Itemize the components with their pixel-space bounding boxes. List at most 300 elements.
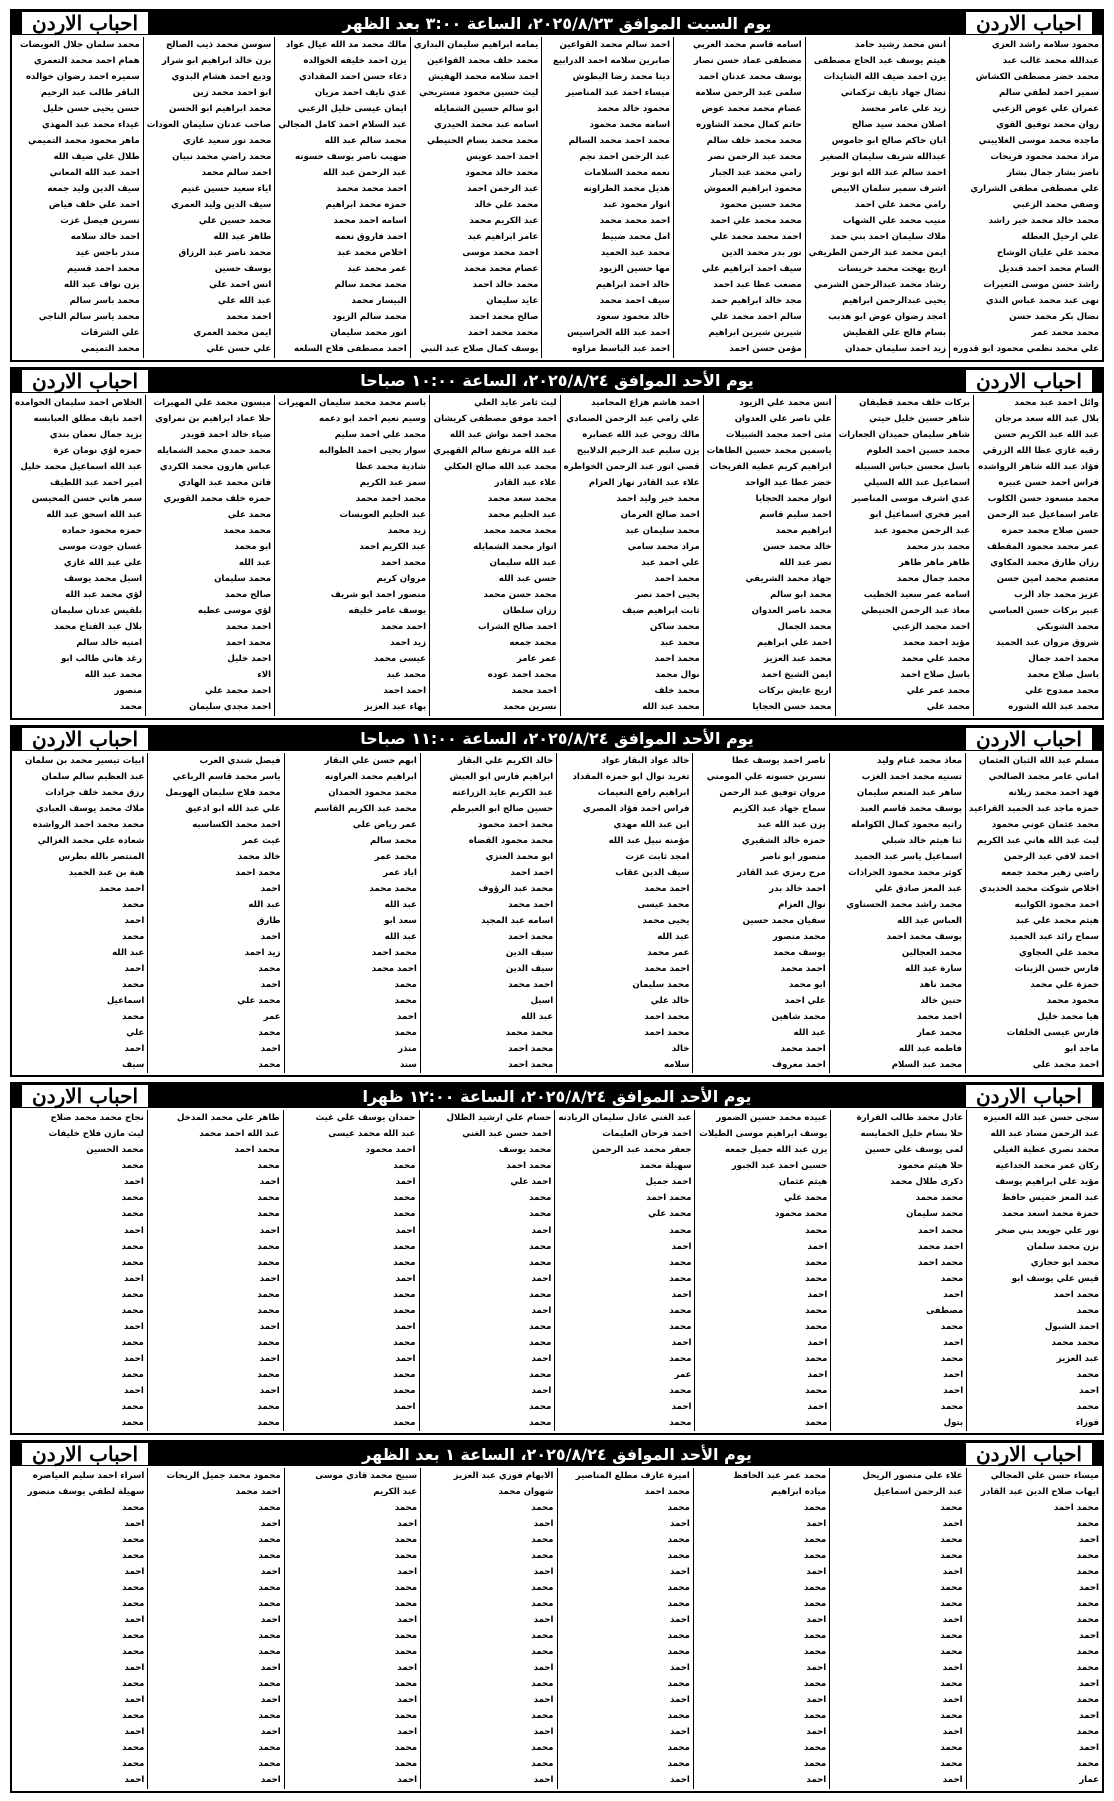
candidate-name: علي [126,1027,145,1038]
candidate-name: احمد [397,1519,418,1530]
candidate-name: انوار محمد الشمايله [473,541,557,552]
candidate-name: غيث عمر [242,835,281,846]
candidate-name: احمد خالد بدر [769,883,826,894]
candidate-name: محمد محمد عمر [1031,328,1099,339]
candidate-name: محمد [940,1759,963,1770]
candidate-name: شروق مروان عبد الحميد [995,638,1099,649]
candidate-name: محمد [122,1599,145,1610]
candidate-name: امير احمد عبد اللطيف [50,477,143,488]
candidate-name: امير فخري اسماعيل ابو [869,509,970,520]
candidate-name: محمد خالد احمد [472,280,539,291]
candidate-name: علاء عبد القادر [494,477,557,488]
candidate-name: فاطمه عبد الله [898,1043,963,1054]
candidate-name: بهاء عبد العزيز [364,702,427,713]
candidate-name: محمد [805,1385,828,1396]
candidate-name: احمد [260,1567,281,1578]
candidate-name: عبد الرحمن عبد الله [322,168,407,179]
candidate-name: محمد [258,1503,281,1514]
candidate-name: محمد [394,995,417,1006]
candidate-name: محمد [1076,1759,1099,1770]
candidate-name: محمد [393,1241,416,1252]
candidate-name: محمد ناصر العدوان [751,606,832,616]
candidate-name: سلمى عبد الرحمن سلامه [695,88,802,99]
candidate-name: محمد نور سعيد غازي [182,136,272,147]
candidate-name: عبيده محمد حسين الضمور [716,1113,828,1124]
candidate-name: احمد [395,1353,416,1364]
candidate-name: رزان سلطان [502,606,557,616]
candidate-name: محمد [121,1257,144,1268]
candidate-name: محمد مسعود حسن الكلوب [987,493,1099,504]
candidate-name: لمى يوسف علي حسين [864,1145,964,1156]
candidate-name: عبد الله علي [218,296,272,307]
candidate-name: محمد علي محمد [901,654,970,665]
candidate-name: اميرة عارف مطلع المناصير [575,1471,690,1482]
name-column [694,1110,830,1431]
candidate-name: روان محمد توفيق القوي [996,120,1099,131]
candidate-name: محمد علي [227,509,272,520]
candidate-name: مصطفى عماد حسن نصار [693,56,802,67]
candidate-name: محمد [529,1417,552,1428]
candidate-name: محمود محمد جميل الريحات [166,1471,281,1482]
candidate-name: اماني عامر محمد الصالحي [988,771,1099,782]
candidate-name: محمد حسن محمد [483,589,557,600]
candidate-name: اسامه احمد محمد [333,216,407,227]
candidate-name: سمر هاني حسن المحيسن [31,493,143,504]
candidate-name: محمد خالد محمد خير راشد [988,216,1099,227]
candidate-name: عبد الله [657,931,690,942]
candidate-name: ابو محمد [234,541,272,552]
candidate-name: شاهر حسين خليل حيتي [869,413,970,424]
candidate-name: محمد [805,1225,828,1236]
candidate-name: يزن احمد ضيف الله الشايدات [823,72,947,83]
candidate-name: احمد محمد محمد علي [710,232,802,243]
candidate-name: زيد احمد سليمان حمدان [845,344,947,355]
candidate-name: علي محمد نظمي محمود ابو قدوره [953,344,1099,355]
candidate-name: ليث عبد الله هاني عبد الكريم [977,835,1099,846]
name-column [703,395,835,716]
candidate-name: احمد [807,1241,828,1252]
candidate-name: علي مصطفى مطفى الشراري [970,184,1099,195]
candidate-name: محمد علي [648,1209,692,1220]
candidate-name: محمد [667,1647,690,1658]
candidate-name: ثابت ابراهيم ضيف [622,606,700,616]
candidate-name: محمد [122,1647,145,1658]
candidate-name: اياد عمر [383,867,417,878]
candidate-name: محمد [122,899,145,910]
candidate-name: حلا عماد ابراهيم بن نمراوي [155,413,272,424]
candidate-name: محمد [804,1743,827,1754]
name-column [560,395,703,716]
candidate-name: احمد حسن عبد الغني [462,1129,552,1140]
candidate-name: محمد [529,1321,552,1332]
candidate-name: عامر اسماعيل عبد الرحمن [987,509,1099,520]
candidate-name: محمد [1076,1695,1099,1706]
candidate-name: عبد الله سليمان [489,557,557,568]
candidate-name: ساهر عبد المنعم سليمان [856,787,963,798]
candidate-name: محمد [1076,1567,1099,1578]
candidate-name: احمد [395,1401,416,1412]
candidate-name: صاحب عدنان سليمان العودات [146,120,272,131]
candidate-name: علي حسن علي [206,344,272,355]
candidate-name: محمد علي [237,995,281,1006]
candidate-name: محمد احمد نواش عبد الله [449,429,557,440]
candidate-name: البيسار محمد [351,296,407,307]
candidate-name: عبد الله عبد الكريم حسن [994,429,1099,440]
candidate-name: احمد محمد [508,899,554,910]
candidate-name: احمد سالم محمد [201,168,272,179]
session-block [10,9,1104,362]
candidate-name: ليث مازن فلاح خليفات [48,1129,144,1140]
candidate-name: محمد سالم عبد الله [324,136,407,147]
candidate-name: احمد [1079,1535,1099,1546]
candidate-name: احمد [1079,1631,1099,1642]
name-column [420,753,556,1074]
candidate-name: عمر محمد [647,947,690,958]
candidate-name: سيف الدين وليد جمعه [47,184,140,195]
candidate-name: احمد [670,1695,690,1706]
candidate-name: احمد محمد الكساسبه [192,819,281,830]
candidate-name: امجد رضوان عوض ابو هدبب [828,312,947,323]
candidate-name: الباقر طالب عبد الرحيم [40,88,140,99]
candidate-name: محمد [667,1743,690,1754]
candidate-name: محمد عبد الله [642,702,700,713]
candidate-name: هبة بن عبد الحميد [68,867,145,878]
candidate-name: انوار محمد الحجايا [755,493,832,504]
candidate-name: احمد [260,1695,281,1706]
candidate-name: محمد [122,1743,145,1754]
candidate-name: عبد الله [112,947,145,958]
candidate-name: همام احمد محمد التعمري [33,56,140,67]
candidate-name: محمد [529,1241,552,1252]
candidate-name: عبد الله اسحق عبد الله [46,509,143,520]
candidate-name: محمد [393,1257,416,1268]
candidate-name: سند [399,1059,417,1070]
candidate-name: ذكرى طلال محمد [890,1177,964,1188]
candidate-name: محمد [122,1551,145,1562]
candidate-name: محمد [393,1385,416,1396]
candidate-name: نسرين حسونه علي المومني [706,771,826,782]
candidate-name: امنيه خالد سالم [76,638,143,649]
candidate-name: احمد [260,1727,281,1738]
candidate-name: سيف الدين [505,947,554,958]
candidate-name: شهوان محمد [498,1487,554,1498]
candidate-name: سفيان محمد حسين [742,915,826,926]
brand-label: احباب الاردن [966,1085,1092,1107]
candidate-name: احمد [124,915,145,926]
candidate-name: محمد عيسى [637,899,690,910]
candidate-name: عمر [674,1369,692,1380]
session-header [12,11,1102,35]
candidate-name: ياسمين محمد حسين الطاهات [706,445,832,456]
candidate-name: اسامه عبد محمد الحيدري [433,120,539,131]
candidate-name: محمد [940,1743,963,1754]
candidate-name: محمد محمد احمد الرواشده [32,819,145,830]
candidate-name: محمد [531,1599,554,1610]
candidate-name: محمد [669,1353,692,1364]
candidate-name: احمد محمد [380,622,427,633]
candidate-name: منصور ابو ناصر [760,851,826,862]
candidate-name: محمد [804,1503,827,1514]
candidate-name: محمد عبد الله [84,670,143,681]
candidate-name: احمد محمد [371,963,417,974]
candidate-name: حنين خالد [920,995,963,1006]
candidate-name: محمد [667,1583,690,1594]
candidate-name: فراس احمد حسن عبيره [998,477,1099,488]
candidate-name: عبد المعز خميس حافظ [1001,1193,1099,1204]
brand-label: احباب الاردن [22,12,148,34]
candidate-name: محمد احمد قسيم [66,264,140,275]
candidate-name: محمد سليمان [632,979,690,990]
candidate-name: احمد [942,1775,963,1786]
candidate-name: محمد [804,1599,827,1610]
candidate-name: محمد [805,1321,828,1332]
candidate-name: احمد محمد [644,963,690,974]
candidate-name: محمد [531,1551,554,1562]
candidate-name: محمد [667,1599,690,1610]
candidate-name: احمد [397,1567,418,1578]
candidate-name: محمد [394,1631,418,1642]
candidate-name: نور بدر محمد الدين [721,248,802,259]
candidate-name: محمد [121,1161,144,1172]
candidate-name: احمد [670,1567,690,1578]
candidate-name: محمد [804,1759,827,1770]
candidate-name: محمد [531,1503,554,1514]
candidate-name: احمد [671,1337,692,1348]
candidate-name: احمد [397,1615,418,1626]
session-block [10,1440,1104,1793]
name-column [835,395,973,716]
candidate-name: ملاك سليمان احمد بني حمد [830,232,947,243]
candidate-name: فوزاء [1075,1417,1099,1428]
candidate-name: محمد [121,1289,144,1300]
candidate-name: يزيد جمال نعمان بندي [49,429,143,440]
candidate-name: يحيى عبدالرحمن ابراهيم [842,296,947,307]
name-column [554,1110,694,1431]
candidate-name: محمد احمد [380,557,427,568]
candidate-name: احمد [124,1775,145,1786]
candidate-name: احمد [670,1663,690,1674]
candidate-name: احمد محمد علي [1032,1059,1099,1070]
candidate-name: محمد [940,1321,964,1332]
candidate-name: كوثر محمد محمود الجرادات [848,867,963,878]
candidate-name: محمد عبد الله الشوره [1008,702,1099,713]
candidate-name: منيب محمد علي الشهاب [842,216,947,227]
candidate-name: ميساء احمد عبد المناصير [565,88,671,99]
candidate-name: احمد [942,1519,963,1530]
candidate-name: فؤاد عبد الله شاهر الرواشده [978,461,1099,472]
candidate-name: احمد علي خلف فياض [48,200,140,211]
candidate-name: بتول [943,1417,964,1428]
candidate-name: محمد [804,1679,827,1690]
candidate-name: محمد ناصر عبد الرزاق [178,248,272,259]
candidate-name: الابهام فوزي عبد العزيز [453,1471,554,1482]
candidate-name: محمد خالد محمود [465,168,539,179]
candidate-name: محمد [393,1289,416,1300]
candidate-name: سيف احمد محمد [599,296,671,307]
candidate-name: زيد علي عامر محسد [860,104,947,115]
candidate-name: رامي محمد علي احمد [855,200,947,211]
candidate-name: سماح جهاد عبد الكريم [732,803,826,814]
candidate-name: احمد [395,1273,416,1284]
candidate-name: احمد [259,1177,280,1188]
candidate-name: محمد ابراهيم ابو الحسن [169,104,272,115]
candidate-name: باسل محسن حباس السبيله [855,461,970,472]
candidate-name: محمد [529,1257,552,1268]
candidate-name: محمد احمد جمال [1028,654,1099,665]
candidate-name: محمد خلف محمد القواعين [427,56,539,67]
candidate-name: سلامه [663,1059,690,1070]
candidate-name: اسماعيل ياسر عبد الحميد [854,851,963,862]
name-column [420,1468,556,1789]
candidate-name: محمد عبد الرؤوف [478,883,554,894]
candidate-name: ليث حسين محمود مستريحي [419,88,539,99]
candidate-name: محمد [669,1417,692,1428]
candidate-name: شادية محمد عطا [355,461,427,472]
candidate-name: محمد [940,1583,963,1594]
candidate-name: خالد الكريم علي البقار [457,755,554,766]
candidate-name: محمد [1076,1305,1099,1316]
candidate-name: محمد [940,1401,964,1412]
candidate-name: جهاد محمد الشريفي [745,573,832,584]
candidate-name: احمد علي [510,1177,552,1188]
candidate-name: رزان طارق محمد المكاوي [990,557,1099,568]
candidate-name: محمود خالد محمد [597,104,671,115]
candidate-name: عبد الرحمن احمد نجم [579,152,671,163]
candidate-name: احمد [259,1385,280,1396]
candidate-name: محمد ابو سالم [770,589,832,600]
candidate-name: احمد [533,1567,554,1578]
candidate-name: العباس عبد الله [897,915,963,926]
candidate-name: محمد سليمان [214,573,272,584]
candidate-name: محمد خلف [654,686,700,697]
candidate-name: حمزه محمود حماده [62,525,143,536]
candidate-name: محمد [940,1551,963,1562]
candidate-name: محمد احمد [654,654,700,665]
candidate-name: محمد عبد الله صالح العكلي [444,461,557,472]
candidate-name: احمد [942,1567,963,1578]
candidate-name: عمار [1079,1775,1099,1786]
candidate-name: عبدالله شريف سليمان الصغير [820,152,947,163]
candidate-name: عبد الله اسماعيل محمد خليل [20,461,143,472]
candidate-name: احمد [531,1385,552,1396]
candidate-name: سارة عبد الله [905,963,963,974]
candidate-name: مروان كريم [376,573,427,584]
candidate-name: محمد [121,1209,144,1220]
candidate-name: ليث ثامر عايد العلي [474,397,557,408]
candidate-name: قصي انور عبد الرحمن الخواطره [563,461,700,472]
candidate-name: احمد [124,1043,145,1054]
candidate-name: احمد عبد الله الحراسيس [567,328,671,339]
candidate-name: بزن محمد سلمان [1026,1241,1099,1252]
candidate-name: محمد [122,1011,145,1022]
candidate-name: سهيلة محمد [639,1161,692,1172]
candidate-name: محمد [258,1631,281,1642]
candidate-name: هيثم يوسف عبد الحاج مصطفى [813,56,947,67]
candidate-name: احمد [806,1727,827,1738]
candidate-name: ماجده محمد موسى الغلاييني [978,136,1099,147]
candidate-name: محمد [121,1305,144,1316]
candidate-name: عدي اشرف موسى المناصير [851,493,970,504]
candidate-name: عمران علي عوض الزعبي [992,104,1099,115]
candidate-name: احمد [260,1663,281,1674]
candidate-name: احمد [943,1369,964,1380]
candidate-name: احمد [942,1727,963,1738]
candidate-name: محمد محمد [369,883,417,894]
candidate-name: محمد [122,1679,145,1690]
candidate-name: راضي زهير محمد جمعه [1001,867,1099,878]
candidate-name: محمد [804,1551,827,1562]
candidate-name: محمد راشد محمد الحسناوي [846,899,963,910]
candidate-name: محمد [805,1353,828,1364]
candidate-name: احمد [123,1273,144,1284]
candidate-name: محمد [393,1209,416,1220]
candidate-name: محمد [529,1289,552,1300]
candidate-name: احمد محمد [644,883,690,894]
candidate-name: اسراء احمد سليم العياصره [32,1471,145,1482]
candidate-name: محمد ناهد [919,979,963,990]
candidate-name: عبد الله [520,1011,554,1022]
candidate-name: احمد [943,1385,964,1396]
candidate-name: احمد [533,1775,554,1786]
candidate-name: ماجد ابو [1064,1043,1099,1054]
candidate-name: يوسف محمد [773,947,826,958]
candidate-name: عبد السلام احمد كامل المجالي [278,120,407,131]
candidate-name: احمد عبد الباسط مزاوه [572,344,671,355]
candidate-name: محمد عمر [374,851,417,862]
candidate-name: حلا هيثم محمود [897,1161,964,1172]
candidate-name: محمد عمار [916,1027,963,1038]
candidate-name: احمد عبد الله المعاني [49,168,140,179]
name-column [284,1468,420,1789]
candidate-name: محمد [257,1417,280,1428]
candidate-name: احمد [533,1663,554,1674]
candidate-name: محمد [667,1551,690,1562]
candidate-name: ميساء حسن علي المجالي [990,1471,1099,1482]
candidate-name: محمد [258,963,281,974]
candidate-name: معاذ عبد الرحمن الحنيطي [861,606,970,616]
candidate-name: محمد [804,1647,827,1658]
candidate-name: يوسف ابراهيم موسى الطيلات [699,1129,828,1140]
candidate-name: محمد احمد عوده [487,670,557,681]
candidate-name: محمد محمود القضاه [468,835,554,846]
candidate-name: محمد [121,1193,144,1204]
candidate-name: سهيلة لطفي يوسف منصور [27,1487,145,1498]
candidate-name: طاهر علي محمد المدخل [176,1113,280,1124]
candidate-name: ابو سالم حسين الشمايله [434,104,539,115]
candidate-name: نسرين فيصل عزت [60,216,140,227]
candidate-name: مؤيد علي ابراهيم يوسف [995,1177,1099,1188]
candidate-name: ابهم حسن علي البقار [324,755,417,766]
candidate-name: محمد احمد [226,638,272,649]
candidate-name: محمد عبد الحميد [600,248,671,259]
candidate-name: محمد [122,1631,145,1642]
candidate-name: احمد [260,1519,281,1530]
name-column [541,37,673,358]
name-column [147,1110,283,1431]
candidate-name: رامي محمد عبد الجبار [710,168,802,179]
candidate-name: محمد حسن الحجايا [752,702,832,713]
candidate-name: انس محمد علي الزيود [739,397,832,408]
candidate-name: احمد [123,1385,144,1396]
candidate-name: يوسف كمال صلاح عبد النبي [420,344,539,355]
candidate-name: احمد محمد علي [204,686,272,697]
candidate-name: احمد موفق مصطفى كريشان [433,413,557,424]
candidate-name: محمد محمد بسام الحنيطي [426,136,539,147]
candidate-name: احمد سالم محمد القواعين [559,40,671,50]
candidate-name: محمد [394,1027,417,1038]
candidate-name: محمد [394,1743,418,1754]
candidate-name: اخلاص محمد عبد [336,248,407,259]
